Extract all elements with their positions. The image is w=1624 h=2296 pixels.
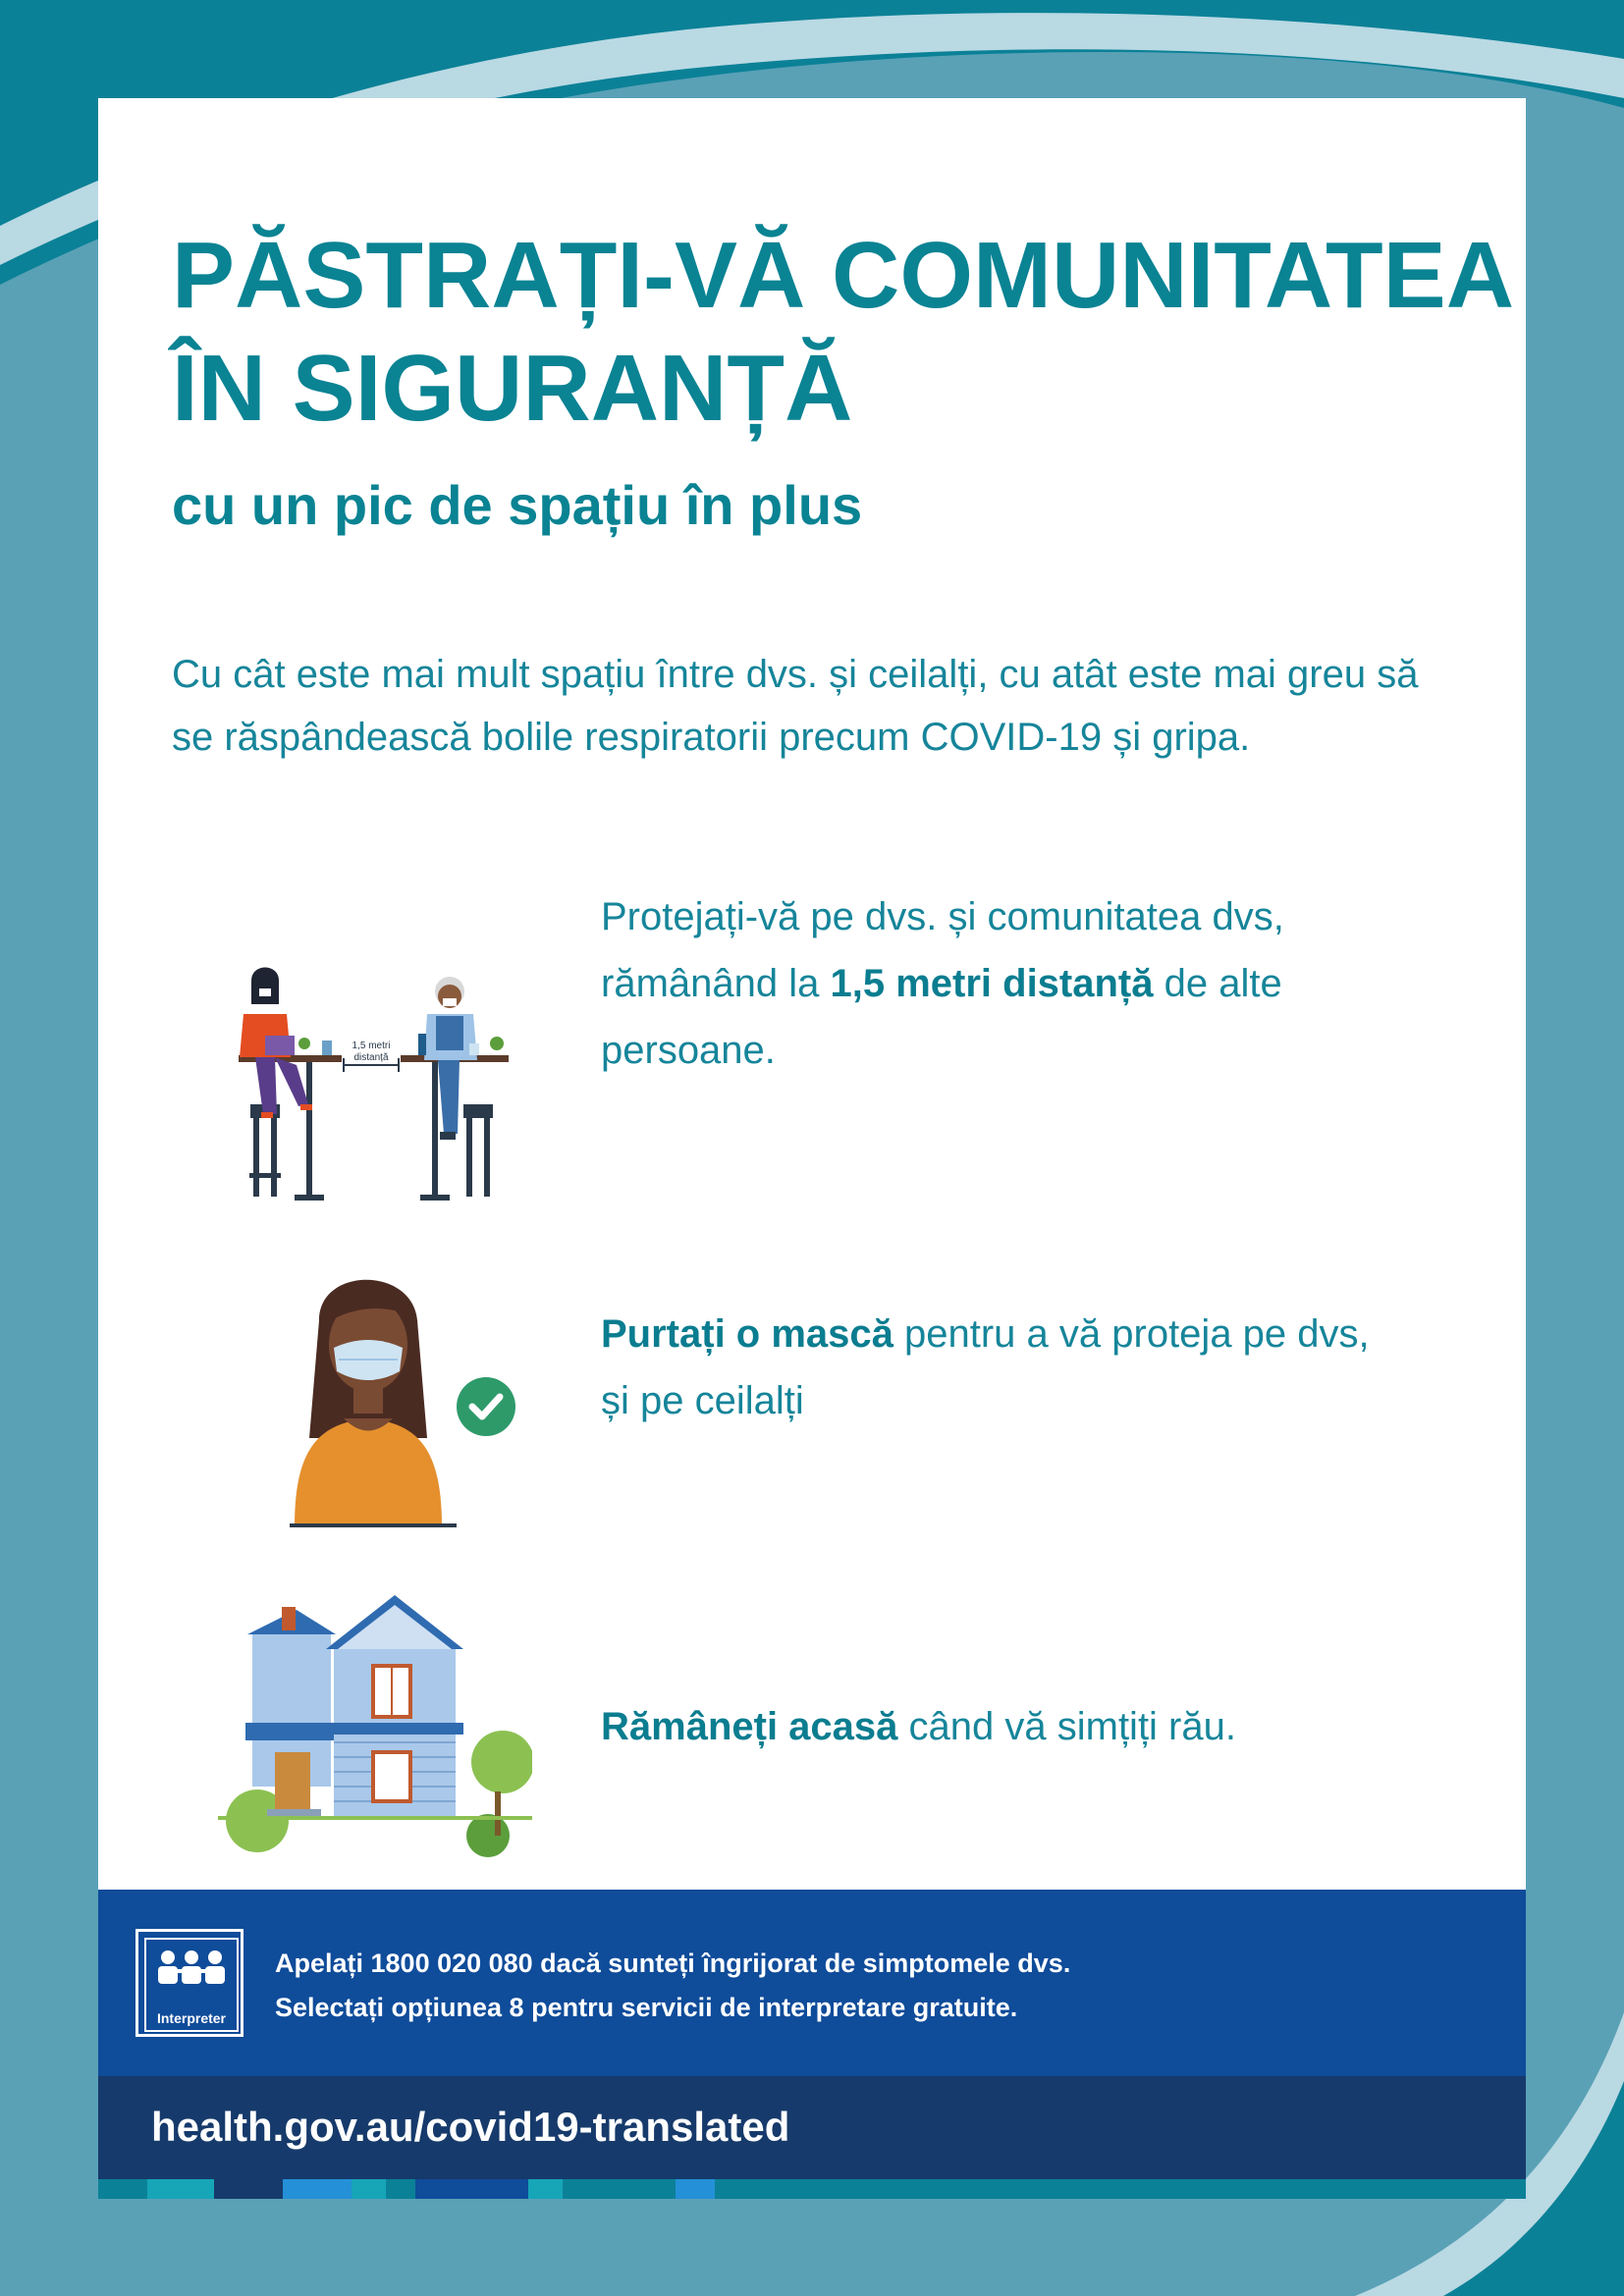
- stripe: [528, 2179, 563, 2199]
- item-mask-text-bold: Purtați o mască: [601, 1312, 893, 1356]
- item-mask-text: [601, 1301, 1386, 1434]
- stripe: [352, 2179, 386, 2199]
- subtitle: cu un pic de spațiu în plus: [172, 474, 863, 536]
- poster-card: [98, 98, 1526, 2199]
- footer-info: [98, 1890, 1526, 2076]
- stripe: [283, 2179, 352, 2199]
- title-line-2: ÎN SIGURANȚĂ: [172, 336, 853, 441]
- title-line-1: PĂSTRAȚI-VĂ COMUNITATEA: [172, 223, 1515, 328]
- intro-paragraph: Cu cât este mai mult spațiu între dvs. și ceilalți, cu atât este mai greu să se răspândească bolile respiratorii precum COVID-19 și gripa.: [172, 653, 1419, 759]
- footer-option-line: Selectați opțiunea 8 pentru servicii de interpretare gratuite.: [275, 1993, 1018, 2022]
- item-distance-text-bold: 1,5 metri distanță: [830, 962, 1154, 1005]
- interpreter-icon: [135, 1929, 244, 2037]
- website-link[interactable]: health.gov.au/covid19-translated: [151, 2104, 790, 2150]
- footer-phone-line: Apelați 1800 020 080 dacă sunteți îngrijorat de simptomele dvs.: [275, 1949, 1071, 1978]
- item-home-text-bold: Rămâneți acasă: [601, 1705, 898, 1748]
- decorative-stripes: [98, 2179, 1526, 2199]
- stripe: [98, 2179, 147, 2199]
- item-distance-text-before: Protejați-vă pe dvs. și comunitatea dvs, rămânând la: [601, 895, 1284, 1005]
- item-mask-text-after: pentru a vă proteja pe dvs, și pe ceilalți: [601, 1312, 1370, 1422]
- stripe: [563, 2179, 676, 2199]
- interpreter-label: Interpreter: [156, 2010, 227, 2026]
- item-home-text-after: când vă simțiți rău.: [897, 1705, 1236, 1748]
- stripe: [676, 2179, 715, 2199]
- stripe: [214, 2179, 283, 2199]
- interpreter-icon-frame: [144, 1938, 239, 2032]
- distance-label-1: 1,5 metri: [352, 1041, 391, 1051]
- interpreter-people-icon: [146, 1940, 237, 1999]
- item-distance-text-after: de alte persoane.: [601, 962, 1282, 1072]
- stripe: [415, 2179, 528, 2199]
- item-home-text: [601, 1693, 1386, 1760]
- stripe: [715, 2179, 1526, 2199]
- url-bar: [98, 2076, 1526, 2179]
- stripe: [147, 2179, 214, 2199]
- distance-label-2: distanță: [353, 1052, 389, 1063]
- item-distance-text: [601, 883, 1386, 1084]
- stripe: [386, 2179, 415, 2199]
- social-distancing-illustration: [206, 879, 520, 1207]
- woman-with-mask-illustration: [280, 1261, 520, 1531]
- house-illustration: [218, 1595, 532, 1865]
